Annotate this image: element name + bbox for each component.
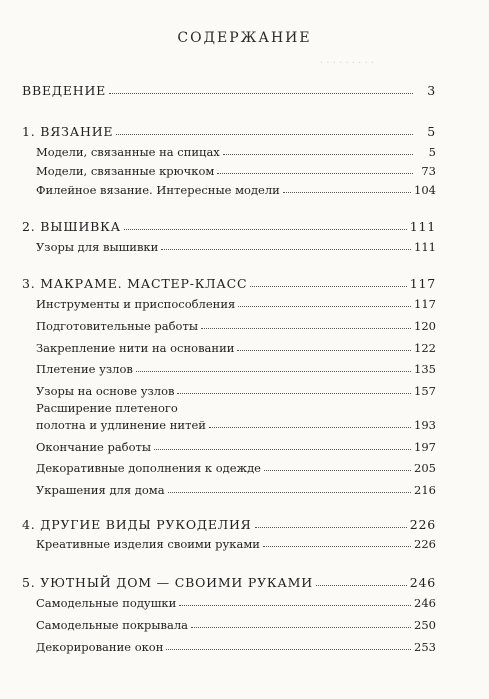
- toc-entry-label: 5. УЮТНЫЙ ДОМ — СВОИМИ РУКАМИ: [22, 575, 313, 590]
- toc-entry-label: Модели, связанные крючком: [36, 164, 215, 178]
- toc-subentry[interactable]: [36, 533, 436, 551]
- toc-entry-page: 157: [414, 384, 436, 398]
- toc-subentry[interactable]: [36, 236, 436, 254]
- dot-leader: [250, 286, 406, 287]
- toc-subentry[interactable]: [36, 141, 436, 159]
- dot-leader: [283, 192, 411, 193]
- toc-entry-label: Самодельные подушки: [36, 596, 177, 610]
- toc-entry-page: 246: [409, 575, 436, 590]
- toc-entry-page: 122: [414, 341, 436, 355]
- toc-entry-label: Самодельные покрывала: [36, 618, 189, 632]
- toc-subentry[interactable]: [36, 436, 436, 454]
- toc-entry-label: Узоры на основе узлов: [36, 384, 175, 398]
- dot-leader: [238, 306, 411, 307]
- toc-subentry[interactable]: [36, 414, 436, 432]
- toc-entry-intro[interactable]: [22, 80, 436, 98]
- toc-entry-label: Модели, связанные на спицах: [36, 145, 220, 159]
- dot-leader: [316, 585, 407, 586]
- toc-entry-other-crafts[interactable]: [22, 514, 436, 532]
- toc-subentry[interactable]: [36, 592, 436, 610]
- toc-entry-label: Плетение узлов: [36, 362, 133, 376]
- dot-leader: [209, 427, 411, 428]
- toc-subentry[interactable]: [36, 160, 436, 178]
- toc-entry-page: 246: [414, 596, 436, 610]
- toc-entry-label: Декорирование окон: [36, 640, 164, 654]
- dot-leader: [179, 605, 411, 606]
- toc-entry-page: 250: [414, 618, 436, 632]
- toc-entry-page: 226: [409, 517, 436, 532]
- toc-entry-label: Филейное вязание. Интересные модели: [36, 183, 280, 197]
- toc-entry-label: Узоры для вышивки: [36, 240, 159, 254]
- toc-entry-page: 111: [414, 240, 436, 254]
- dot-leader: [109, 93, 413, 94]
- toc-entry-page: 5: [428, 145, 436, 159]
- toc-entry-page: 253: [414, 640, 436, 654]
- toc-subentry[interactable]: [36, 358, 436, 376]
- toc-entry-knitting[interactable]: [22, 121, 436, 139]
- toc-entry-page: 120: [414, 319, 436, 333]
- toc-entry-label: 3. МАКРАМЕ. МАСТЕР-КЛАСС: [22, 276, 248, 291]
- toc-entry-label: 4. ДРУГИЕ ВИДЫ РУКОДЕЛИЯ: [22, 517, 252, 532]
- dot-leader: [237, 350, 411, 351]
- dot-leader: [217, 173, 413, 174]
- dot-leader: [166, 649, 411, 650]
- toc-entry-label: 2. ВЫШИВКА: [22, 219, 121, 234]
- toc-entry-page: 197: [414, 440, 436, 454]
- dot-leader: [136, 371, 411, 372]
- toc-entry-page: 5: [427, 124, 436, 139]
- toc-subentry[interactable]: [36, 457, 436, 475]
- toc-subentry[interactable]: [36, 315, 436, 333]
- toc-subentry[interactable]: [36, 614, 436, 632]
- toc-entry-page: 205: [414, 461, 436, 475]
- dot-leader: [255, 527, 407, 528]
- toc-entry-page: 3: [427, 83, 436, 98]
- dot-leader: [116, 134, 413, 135]
- toc-entry-page: 117: [409, 276, 436, 291]
- toc-entry-label: Инструменты и приспособления: [36, 297, 236, 311]
- toc-entry-label: 1. ВЯЗАНИЕ: [22, 124, 114, 139]
- dot-leader: [161, 249, 411, 250]
- toc-subentry[interactable]: [36, 636, 436, 654]
- toc-entry-page: 111: [409, 219, 436, 234]
- dot-leader: [154, 449, 411, 450]
- toc-entry-page: 226: [414, 537, 436, 551]
- toc-entry-label: Закрепление нити на основании: [36, 341, 235, 355]
- dot-leader: [168, 492, 411, 493]
- toc-subentry[interactable]: [36, 337, 436, 355]
- toc-entry-page: 104: [414, 183, 436, 197]
- toc-entry-label: Окончание работы: [36, 440, 152, 454]
- dot-leader: [124, 229, 407, 230]
- toc-entry-page: 216: [414, 483, 436, 497]
- dot-leader: [223, 154, 413, 155]
- toc-subentry[interactable]: [36, 293, 436, 311]
- toc-subentry[interactable]: [36, 179, 436, 197]
- toc-entry-label: Украшения для дома: [36, 483, 165, 497]
- dot-leader: [201, 328, 411, 329]
- toc-entry-page: 73: [421, 164, 436, 178]
- toc-entry-page: 193: [414, 418, 436, 432]
- toc-entry-page: 117: [414, 297, 436, 311]
- toc-entry-page: 135: [414, 362, 436, 376]
- toc-subentry-continued: Расширение плетеного: [36, 401, 178, 415]
- dot-leader: [191, 627, 411, 628]
- dot-leader: [263, 546, 411, 547]
- toc-entry-label: Креативные изделия своими руками: [36, 537, 260, 551]
- toc-subentry[interactable]: [36, 380, 436, 398]
- toc-subentry[interactable]: [36, 479, 436, 497]
- toc-entry-label: ВВЕДЕНИЕ: [22, 83, 107, 98]
- toc-entry-label: Подготовительные работы: [36, 319, 198, 333]
- toc-entry-macrame[interactable]: [22, 273, 436, 291]
- toc-entry-cozy-home[interactable]: [22, 572, 436, 590]
- toc-entry-label: полотна и удлинение нитей: [36, 418, 206, 432]
- dot-leader: [264, 470, 411, 471]
- bleed-through-text: · · · · · · · · ·: [320, 58, 375, 69]
- dot-leader: [177, 393, 411, 394]
- toc-entry-label: Декоративные дополнения к одежде: [36, 461, 261, 475]
- toc-entry-embroidery[interactable]: [22, 216, 436, 234]
- page-title: СОДЕРЖАНИЕ: [177, 30, 312, 46]
